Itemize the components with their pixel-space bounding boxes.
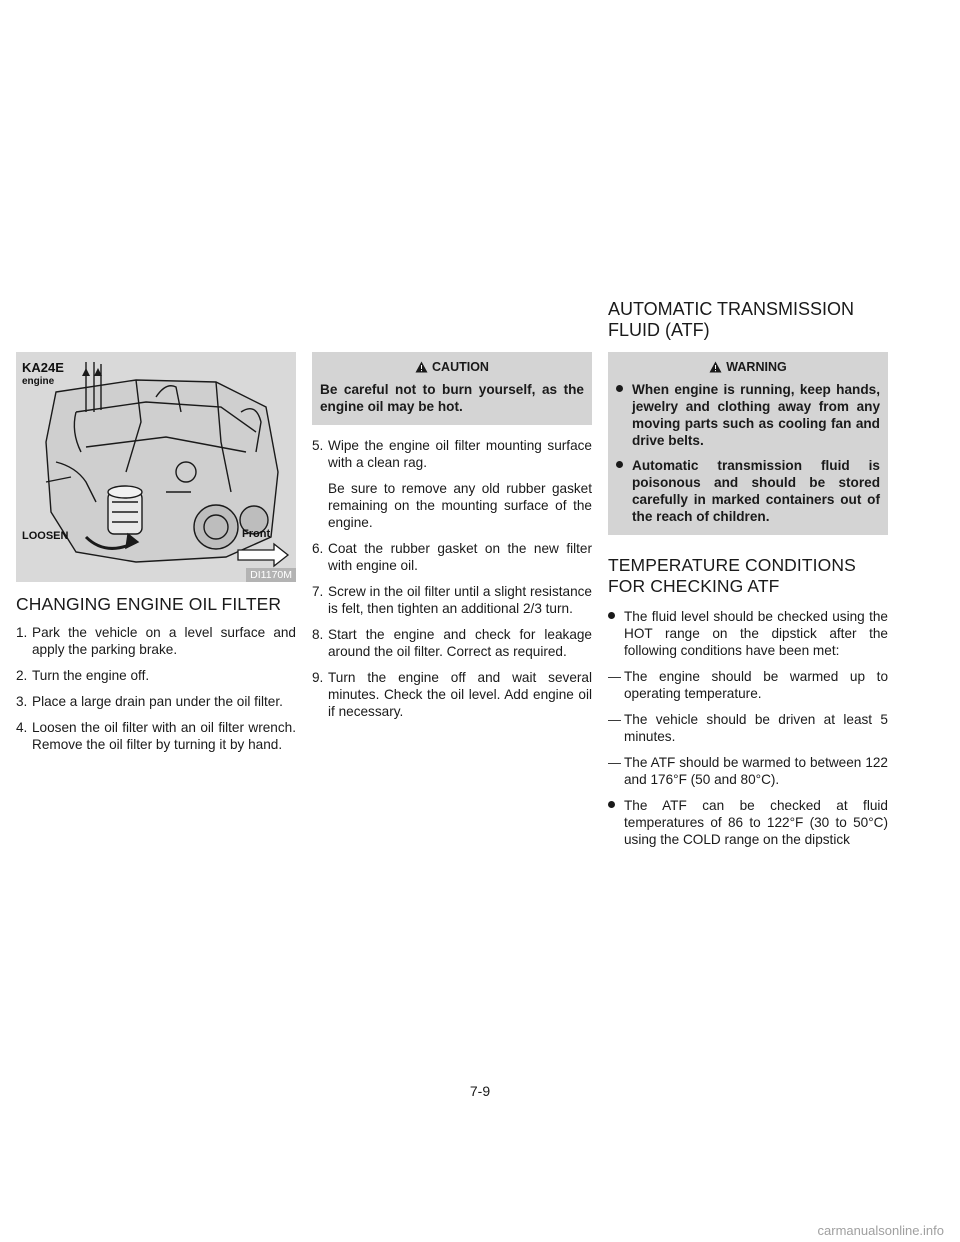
bullet-dot-icon: [616, 457, 632, 525]
engine-drawing: [16, 352, 296, 582]
column-middle: [312, 352, 592, 729]
warning-bullet-text: Automatic transmission fluid is poisonous and should be stored carefully in marked containers out of the reach of children.: [632, 458, 880, 524]
figure-label-model: KA24E: [22, 360, 64, 375]
step-text: Turn the engine off.: [32, 668, 150, 683]
caution-body: Be careful not to burn yourself, as the engine oil may be hot.: [320, 382, 584, 414]
caution-title: [320, 359, 584, 375]
oil-filter-steps: [16, 624, 296, 753]
caution-title-text: CAUTION: [432, 360, 489, 374]
condition-text: The engine should be warmed up to operating temperature.: [624, 669, 888, 701]
warning-triangle-icon: [415, 361, 428, 373]
caution-box: [312, 352, 592, 425]
section-title-line2: FLUID (ATF): [608, 320, 710, 340]
oil-filter-steps-continued: [312, 540, 592, 720]
figure-label-engine: engine: [22, 376, 55, 387]
page-number: 7-9: [469, 1083, 491, 1099]
heading-line1: TEMPERATURE CONDITIONS: [608, 555, 856, 575]
warning-bullet-text: When engine is running, keep hands, jewelry and clothing away from any moving parts such as cooling fan and drive belts.: [632, 382, 880, 448]
heading-changing-oil-filter: CHANGING ENGINE OIL FILTER: [16, 594, 282, 614]
step-number: 3.: [16, 694, 28, 709]
step-text: Coat the rubber gasket on the new filter with engine oil.: [328, 541, 592, 573]
figure-label-loosen: LOOSEN: [22, 530, 69, 542]
bullet-item: [608, 608, 888, 659]
warning-bullet-item: [616, 381, 880, 449]
step-text: Place a large drain pan under the oil filter.: [32, 694, 283, 709]
heading-line2: FOR CHECKING ATF: [608, 576, 780, 596]
watermark: carmanualsonline.info: [817, 1223, 944, 1238]
dash-mark: —: [608, 712, 621, 727]
step-item: [16, 693, 296, 710]
step-text: Screw in the oil filter until a slight resistance is felt, then tighten an additional 2/3 turn.: [328, 584, 592, 616]
step-item: [312, 583, 592, 617]
condition-item: [608, 754, 888, 788]
step-number: 9.: [312, 670, 324, 685]
step-number: 5.: [312, 438, 324, 453]
step-text: Start the engine and check for leakage around the oil filter. Correct as required.: [328, 627, 592, 659]
condition-text: The vehicle should be driven at least 5 minutes.: [624, 712, 888, 744]
warning-title: [616, 359, 880, 375]
bullet-dot-icon: [616, 381, 632, 449]
step-item: [16, 719, 296, 753]
temperature-conditions-list: [608, 668, 888, 788]
condition-item: [608, 668, 888, 702]
bullet-item: [608, 797, 888, 848]
step-number: 2.: [16, 668, 28, 683]
step-item: [312, 437, 592, 471]
figure-label-front: Front: [242, 528, 271, 540]
step-number: 4.: [16, 720, 28, 735]
bullet-dot-icon: [608, 797, 624, 848]
step-item: [312, 669, 592, 720]
step-text: Loosen the oil filter with an oil filter wrench. Remove the oil filter by turning it by hand.: [32, 720, 296, 752]
step-item: [16, 624, 296, 658]
column-left: [16, 352, 296, 762]
step-text: Park the vehicle on a level surface and apply the parking brake.: [32, 625, 296, 657]
condition-text: The ATF should be warmed to between 122 and 176°F (50 and 80°C).: [624, 755, 888, 787]
warning-triangle-icon: [709, 361, 722, 373]
warning-title-text: WARNING: [726, 360, 787, 374]
step-number: 7.: [312, 584, 324, 599]
engine-illustration: [16, 352, 296, 582]
step-number: 8.: [312, 627, 324, 642]
step-number: 1.: [16, 625, 28, 640]
warning-box: [608, 352, 888, 535]
dash-mark: —: [608, 669, 621, 684]
step-text: Turn the engine off and wait several minutes. Check the oil level. Add engine oil if necessary.: [328, 670, 592, 719]
warning-bullet-item: [616, 457, 880, 525]
section-title: [608, 299, 908, 341]
heading-temperature-conditions: [608, 555, 888, 597]
bullet-text: The ATF can be checked at fluid temperatures of 86 to 122°F (30 to 50°C) using the COLD range on the dipstick: [624, 798, 888, 847]
bullet-text: The fluid level should be checked using the HOT range on the dipstick after the following conditions have been met:: [624, 609, 888, 658]
condition-item: [608, 711, 888, 745]
dash-mark: —: [608, 755, 621, 770]
bullet-dot-icon: [608, 608, 624, 659]
step-item: [312, 626, 592, 660]
step-text: Wipe the engine oil filter mounting surface with a clean rag.: [328, 438, 592, 470]
column-right: [608, 352, 888, 857]
warning-bullets: [616, 381, 880, 525]
step-item: [312, 540, 592, 574]
figure-id: DI1170M: [246, 568, 296, 582]
step-number: 6.: [312, 541, 324, 556]
section-title-line1: AUTOMATIC TRANSMISSION: [608, 299, 855, 319]
step-note: Be sure to remove any old rubber gasket remaining on the mounting surface of the engine.: [328, 481, 592, 530]
step-item: [16, 667, 296, 684]
